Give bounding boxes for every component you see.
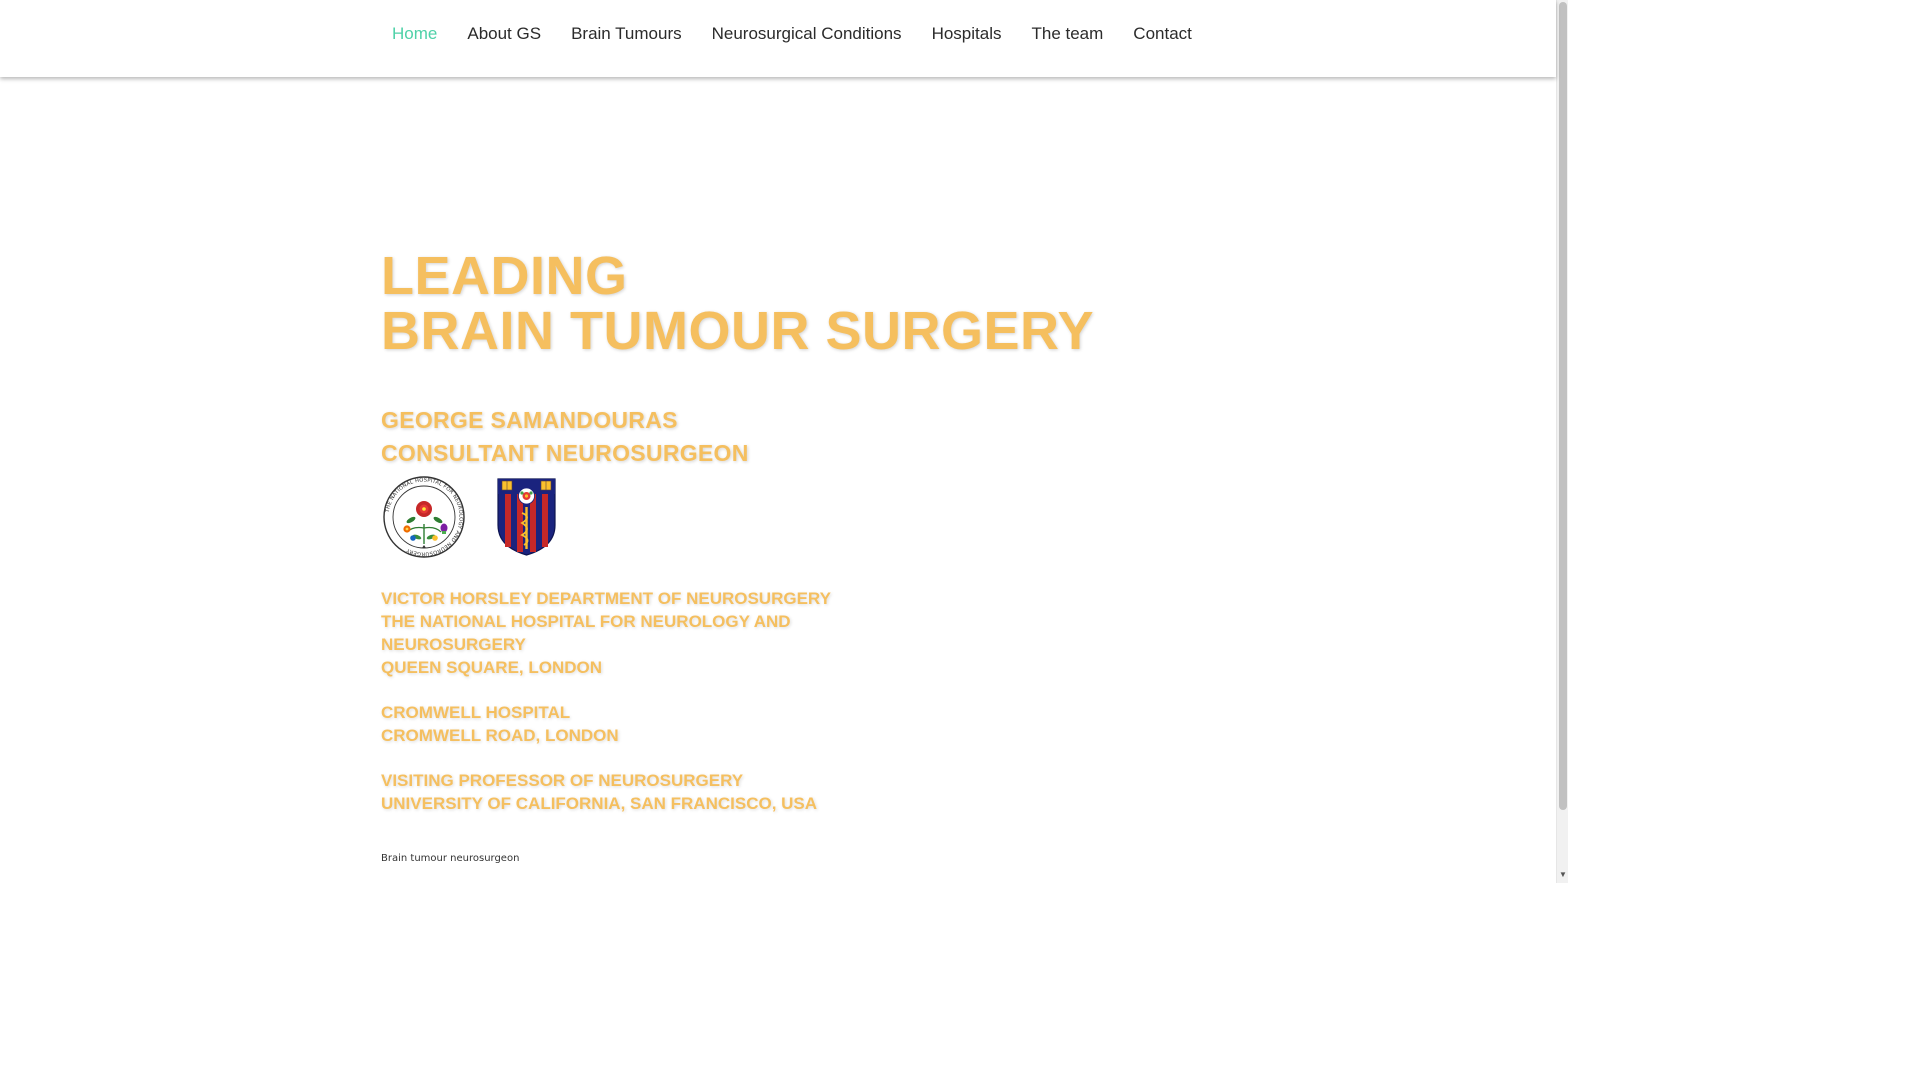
- page-scrollbar[interactable]: [1556, 0, 1568, 883]
- affiliation-queen-square: [381, 587, 831, 679]
- affiliation-line: CROMWELL HOSPITAL: [381, 703, 571, 722]
- scrollbar-thumb[interactable]: [1559, 2, 1567, 810]
- nav-neurosurgical-conditions[interactable]: Neurosurgical Conditions: [711, 24, 902, 43]
- nhnn-seal-icon: [383, 476, 465, 558]
- surgeon-name: GEORGE SAMANDOURAS: [381, 407, 678, 433]
- scroll-down-arrow-icon[interactable]: ▼: [1559, 870, 1567, 879]
- affiliation-ucsf: [381, 769, 817, 815]
- hero-line-brain-tumour-surgery: BRAIN TUMOUR SURGERY: [381, 301, 1095, 361]
- surgeon-name-block: [381, 404, 749, 470]
- site-header: [0, 0, 1556, 77]
- university-crest-icon: [496, 477, 557, 557]
- affiliation-line: CROMWELL ROAD, LONDON: [381, 726, 619, 745]
- surgeon-role: CONSULTANT NEUROSURGEON: [381, 440, 749, 466]
- affiliation-cromwell: [381, 701, 619, 747]
- nav-hospitals[interactable]: Hospitals: [931, 24, 1002, 43]
- nav-home[interactable]: Home: [392, 24, 438, 43]
- hero-line-leading: LEADING: [381, 246, 628, 306]
- affiliation-line: QUEEN SQUARE, LONDON: [381, 658, 603, 677]
- nav-contact[interactable]: Contact: [1133, 24, 1192, 43]
- hero-headline: [381, 246, 1095, 361]
- affiliation-line: UNIVERSITY OF CALIFORNIA, SAN FRANCISCO, USA: [381, 794, 818, 813]
- nav-the-team[interactable]: The team: [1031, 24, 1104, 43]
- nhnn-seal-text: THE NATIONAL HOSPITAL FOR NEUROLOGY AND NEUROSURGERY: [384, 477, 464, 557]
- nav-brain-tumours[interactable]: Brain Tumours: [571, 24, 682, 43]
- main-nav: [377, 0, 1207, 68]
- affiliation-line: VICTOR HORSLEY DEPARTMENT OF NEUROSURGERY: [381, 589, 831, 608]
- footer-note: Brain tumour neurosurgeon: [381, 853, 520, 864]
- affiliation-line: THE NATIONAL HOSPITAL FOR NEUROLOGY AND: [381, 612, 791, 631]
- affiliation-line: NEUROSURGERY: [381, 635, 526, 654]
- affiliation-line: VISITING PROFESSOR OF NEUROSURGERY: [381, 771, 744, 790]
- nav-about-gs[interactable]: About GS: [467, 24, 542, 43]
